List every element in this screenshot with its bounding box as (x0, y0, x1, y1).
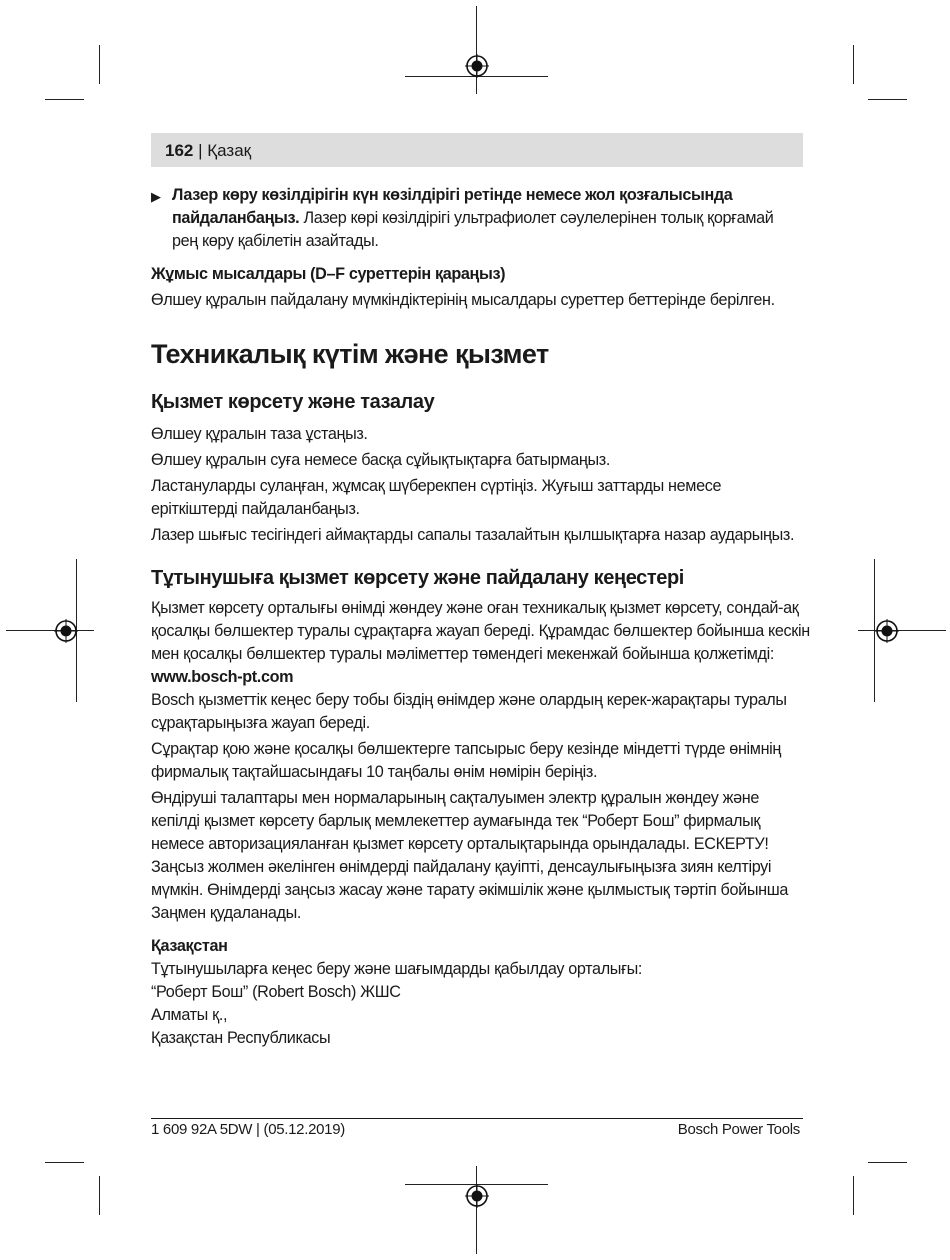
page-content (151, 184, 811, 1050)
registration-target-icon (465, 54, 489, 78)
crop-mark (99, 1176, 100, 1215)
registration-line (476, 1166, 477, 1254)
service-paragraph-text: Қызмет көрсету орталығы өнімді жөндеу және оған техникалық қызмет көрсету, сондай-ақ қосалқы бөлшектер туралы сұрақтарға жауап береді. Құрамдас бөлшектер бойынша кескін мен қосалқы бөлшектер туралы мәліметтер төмендегі мекенжай бойынша қолжетімді: (151, 599, 810, 663)
warning-normal-text: Лазер көрі көзілдірігі ультрафиолет сәулелерінен толық қорғамай рең көру қабілетін азайтады. (172, 209, 774, 250)
cleaning-paragraph: Ластануларды сулаңған, жұмсақ шүберекпен сүртіңіз. Жуғыш заттарды немесе еріткіштерді пайдаланбаңыз. (151, 477, 722, 518)
registration-line (476, 6, 477, 94)
warning-item (151, 184, 811, 253)
registration-target-icon (465, 1184, 489, 1208)
service-paragraph (151, 597, 811, 689)
cleaning-heading: Қызмет көрсету және тазалау (151, 391, 435, 413)
crop-mark (853, 45, 854, 84)
bosch-website-link[interactable]: www.bosch-pt.com (151, 668, 294, 686)
address-line: Тұтынушыларға кеңес беру және шағымдарды қабылдау орталығы: (151, 960, 643, 978)
cleaning-paragraph: Өлшеу құралын таза ұстаңыз. (151, 425, 368, 443)
bullet-triangle-icon: ▶ (151, 189, 161, 204)
footer-rule (151, 1118, 803, 1119)
registration-line (858, 630, 946, 631)
kazakhstan-heading: Қазақстан (151, 937, 228, 955)
crop-mark (853, 1176, 854, 1215)
cleaning-paragraph: Өлшеу құралын суға немесе басқа сұйықтықтарға батырмаңыз. (151, 451, 610, 469)
footer-brand: Bosch Power Tools (677, 1121, 800, 1138)
crop-mark (868, 99, 907, 100)
crop-mark (868, 1162, 907, 1163)
service-paragraph: Сұрақтар қою және қосалқы бөлшектерге тапсырыс беру кезінде міндетті түрде өнімнің фирмалық тақтайшасындағы 10 таңбалы өнім нөмірін беріңіз. (151, 740, 781, 781)
address-line: Алматы қ., (151, 1006, 228, 1024)
crop-mark (99, 45, 100, 84)
registration-target-icon (875, 619, 899, 643)
header-separator: | (198, 141, 203, 160)
registration-target-icon (54, 619, 78, 643)
registration-line (6, 630, 94, 631)
address-line: “Роберт Бош” (Robert Bosch) ЖШС (151, 983, 401, 1001)
crop-mark (45, 1162, 84, 1163)
service-paragraph: Bosch қызметтік кеңес беру тобы біздің өнімдер және олардың керек-жарақтары туралы сұрақтарыңызға жауап береді. (151, 691, 787, 732)
page-header (165, 141, 251, 161)
header-language: Қазақ (207, 141, 252, 160)
address-line: Қазақстан Республикасы (151, 1029, 331, 1047)
footer-document-id: 1 609 92A 5DW | (05.12.2019) (151, 1121, 345, 1138)
section-title: Техникалық күтім және қызмет (151, 339, 549, 369)
page-number: 162 (165, 141, 194, 160)
crop-mark (45, 99, 84, 100)
examples-heading: Жұмыс мысалдары (D–F суреттерін қараңыз) (151, 265, 506, 283)
examples-text: Өлшеу құралын пайдалану мүмкіндіктерінің мысалдары суреттер беттерінде берілген. (151, 291, 775, 309)
service-paragraph: Өндіруші талаптары мен нормаларының сақталуымен электр құралын жөндеу және кепілді қызмет көрсету барлық мемлекеттер аумағында тек “Роберт Бош” фирмалық немесе авторизацияланған қызмет көрсету орталықтарында орындалады. ЕСКЕРТУ! Заңсыз жолмен әкелінген өнімдерді пайдалану қауіпті, денсаулығыңызға зиян келтіруі мүмкін. Өнімдерді заңсыз жасау және тарату әкімшілік және қылмыстық тәртіп бойынша Заңмен қудаланады. (151, 789, 788, 922)
warning-text (172, 184, 802, 253)
service-heading: Тұтынушыға қызмет көрсету және пайдалану кеңестері (151, 567, 684, 589)
cleaning-paragraph: Лазер шығыс тесігіндегі аймақтарды сапалы тазалайтын қылшықтарға назар аударыңыз. (151, 526, 795, 544)
warning-bold-text: Лазер көру көзілдірігін күн көзілдірігі ретінде немесе жол қозғалысында пайдаланбаңыз. (172, 186, 733, 227)
